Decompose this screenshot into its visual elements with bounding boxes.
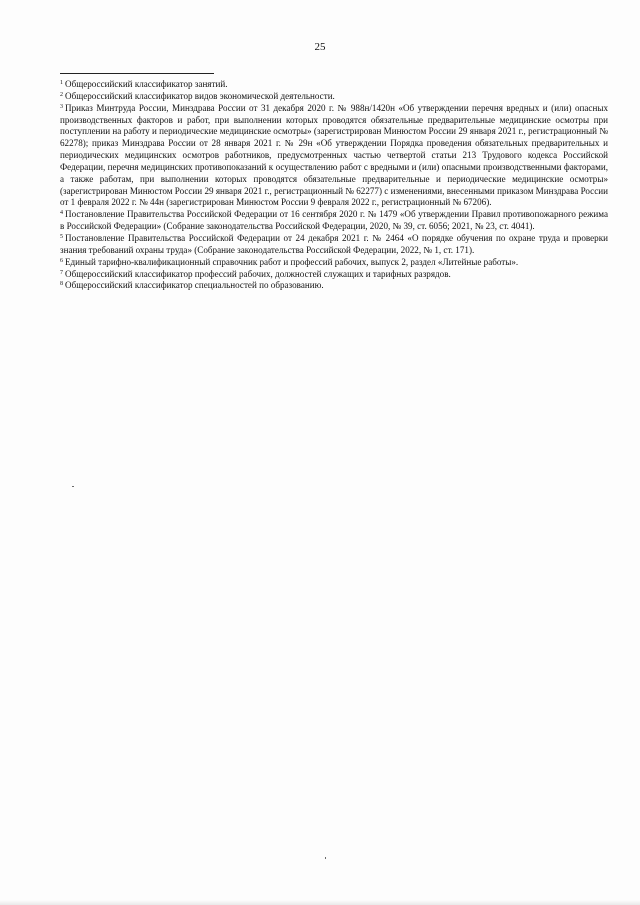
footnote-text: Общероссийский классификатор видов экономической деятельности. [65, 90, 335, 101]
footnote [60, 280, 608, 292]
footnote [60, 209, 608, 233]
footnote-text: Общероссийский классификатор занятий. [65, 79, 228, 89]
footnote-marker: 3 [60, 103, 63, 110]
footnote [60, 233, 608, 257]
footnote-marker: 1 [60, 80, 63, 86]
footnote-text: Общероссийский классификатор специальностей по образованию. [65, 280, 324, 291]
footnote-marker: 2 [60, 91, 63, 98]
footnote [60, 257, 608, 269]
footnote-marker: 7 [60, 269, 63, 276]
footnote [60, 103, 608, 210]
footnote [60, 79, 608, 91]
footnote-marker: 6 [60, 257, 63, 264]
footnote-text: Единый тарифно-квалификационный справочник работ и профессий рабочих, выпуск 2, раздел «Литейные работы». [65, 256, 519, 267]
footnote-marker: 5 [60, 233, 63, 240]
footnote-separator [60, 73, 214, 74]
scan-speck [72, 486, 74, 487]
footnotes-block [60, 79, 608, 292]
footnote-marker: 8 [60, 281, 63, 288]
footnote-text: Постановление Правительства Российской Федерации от 16 сентября 2020 г. № 1479 «Об утверждении Правил противопожарного режима в Российской Федерации» (Собрание законодательства Российской Федерации, 2020, № 39, ст. 6056; 2021, № 23, ст. 4041). [60, 209, 608, 232]
scan-bottom-edge [0, 900, 640, 905]
footnote-text: Приказ Минтруда России, Минздрава России от 31 декабря 2020 г. № 988н/1420н «Об утверждении перечня вредных и (или) опасных производственных факторов и работ, при выполнении которых проводятся обязательные предварительные медицинские осмотры при поступлении на работу и периодические медицинские осмотры» (зарегистрирован Минюстом России 29 января 2021 г., регистрационный № 62278); приказ Минздрава России от 28 января 2021 г. № 29н «Об утверждении Порядка проведения обязательных предварительных и периодических медицинских осмотров работников, предусмотренных частью четвертой статьи 213 Трудового кодекса Российской Федерации, перечня медицинских противопоказаний к осуществлению работ с вредными и (или) опасными производственными факторами, а также работам, при выполнении которых проводятся обязательные предварительные и периодические медицинские осмотры» (зарегистрирован Минюстом России 29 января 2021 г., регистрационный № 62277) с изменениями, внесенными приказом Минздрава России от 1 февраля 2022 г. № 44н (зарегистрирован Минюстом России 9 февраля 2022 г., регистрационный № 67206). [60, 102, 608, 208]
footnote-text: Общероссийский классификатор профессий рабочих, должностей служащих и тарифных разрядов. [65, 268, 451, 279]
page-number: 25 [314, 41, 326, 53]
footnote-marker: 4 [60, 210, 63, 217]
scan-speck [325, 857, 326, 859]
footnote-text: Постановление Правительства Российской Федерации от 24 декабря 2021 г. № 2464 «О порядке обучения по охране труда и проверки знания требований охраны труда» (Собрание законодательства Российской Федерации, 2022, № 1, ст. 171). [60, 232, 608, 255]
footnote [60, 269, 608, 281]
footnote [60, 91, 608, 103]
